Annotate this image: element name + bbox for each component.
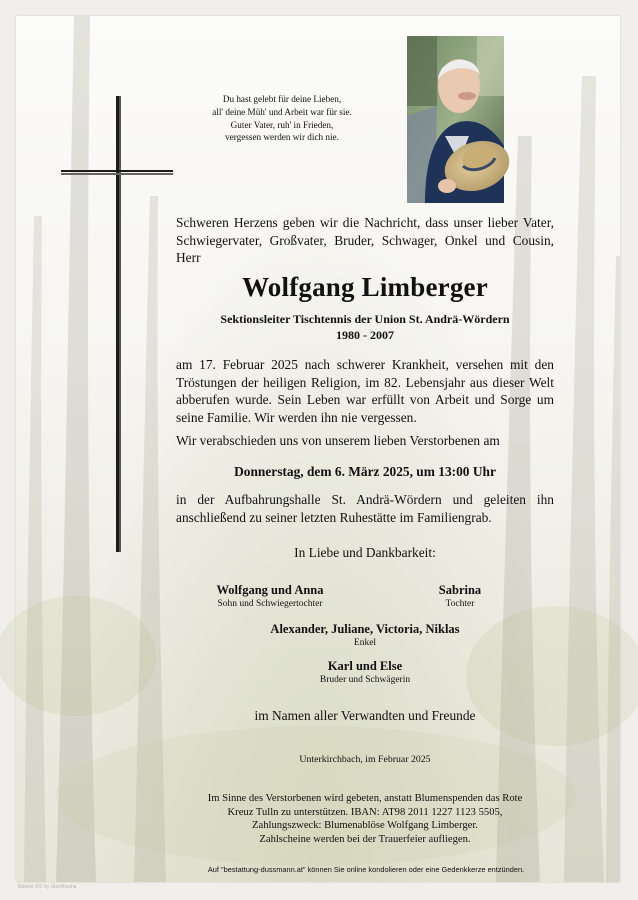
parte-page (16, 16, 620, 890)
place-date: Unterkirchbach, im Februar 2025 (299, 754, 431, 765)
funeral-date: Donnerstag, dem 6. März 2025, um 13:00 Uhr (234, 464, 496, 479)
subtitle-role: Sektionsleiter Tischtennis der Union St. Andrä-Wördern (220, 312, 510, 326)
subtitle-years: 1980 - 2007 (336, 327, 394, 342)
poem-line: vergessen werden wir dich nie. (225, 132, 339, 143)
donation-line: Zahlungszweck: Blumenablöse Wolfgang Limberger. (252, 820, 478, 832)
mourner-name: Sabrina (438, 583, 482, 597)
cross-horizontal-bar (61, 170, 173, 172)
relatives-line: im Namen aller Verwandten und Freunde (254, 708, 476, 723)
funeral-location-text: in der Aufbahrungshalle St. Andrä-Wördern und geleiten ihn anschließend zu seiner letzten Ruhestätte im Familiengrab. (176, 492, 554, 525)
poem (182, 93, 382, 144)
forest-background (16, 16, 620, 882)
mourner-relation: Bruder und Schwägerin (319, 675, 411, 685)
farewell-text: Wir verabschieden uns von unserem lieben Verstorbenen am (176, 433, 500, 448)
donation-line: Zahlscheine werden bei der Trauerfeier aufliegen. (259, 833, 471, 845)
mourner-name: Wolfgang und Anna (216, 583, 324, 597)
mourner-entry (275, 659, 455, 685)
mourner-entry (190, 583, 350, 609)
online-condolence-note: Auf "bestattung-dussmann.at" können Sie online kondolieren oder eine Gedenkkerze entzünden. (207, 865, 525, 874)
mourner-relation: Sohn und Schwiegertochter (217, 599, 323, 609)
portrait-photo (407, 36, 504, 203)
cross-vertical-bar (116, 96, 119, 552)
donation-line: Im Sinne des Verstorbenen wird gebeten, anstatt Blumenspenden das Rote (207, 793, 523, 804)
deceased-subtitle (176, 312, 554, 343)
poem-line: Du hast gelebt für deine Lieben, (222, 94, 342, 104)
announcement-intro: Schweren Herzens geben wir die Nachricht, dass unser lieber Vater, Schwiegervater, Großvater, Bruder, Schwager, Onkel und Cousin, Herr (176, 215, 554, 266)
mourner-entry (225, 622, 505, 648)
love-gratitude-line: In Liebe und Dankbarkeit: (294, 545, 436, 560)
mourner-entry (400, 583, 520, 609)
mourner-relation: Enkel (353, 638, 377, 648)
mourner-relation: Tochter (445, 599, 475, 609)
poem-line: all' deine Müh' und Arbeit war für sie. (212, 106, 352, 117)
deceased-name: Wolfgang Limberger (242, 272, 488, 302)
poem-line: Guter Vater, ruh' in Frieden, (230, 119, 334, 130)
death-notice-text: am 17. Februar 2025 nach schwerer Krankheit, versehen mit den Tröstungen der heiligen Religion, im 82. Lebensjahr aus dieser Welt abberufen wurde. Sein Leben war erfüllt von Arbeit und Sorge um seine Familie. Wir werden ihn nie vergessen. (176, 357, 554, 425)
image-credit: Bäume ©© by Ulschkusha (18, 884, 77, 890)
mourner-name: Karl und Else (327, 659, 403, 673)
donation-line: Kreuz Tulln zu unterstützen. IBAN: AT98 2011 1227 1123 5505, (227, 806, 503, 818)
mourner-name: Alexander, Juliane, Victoria, Niklas (270, 622, 460, 636)
donation-notice (166, 792, 564, 846)
